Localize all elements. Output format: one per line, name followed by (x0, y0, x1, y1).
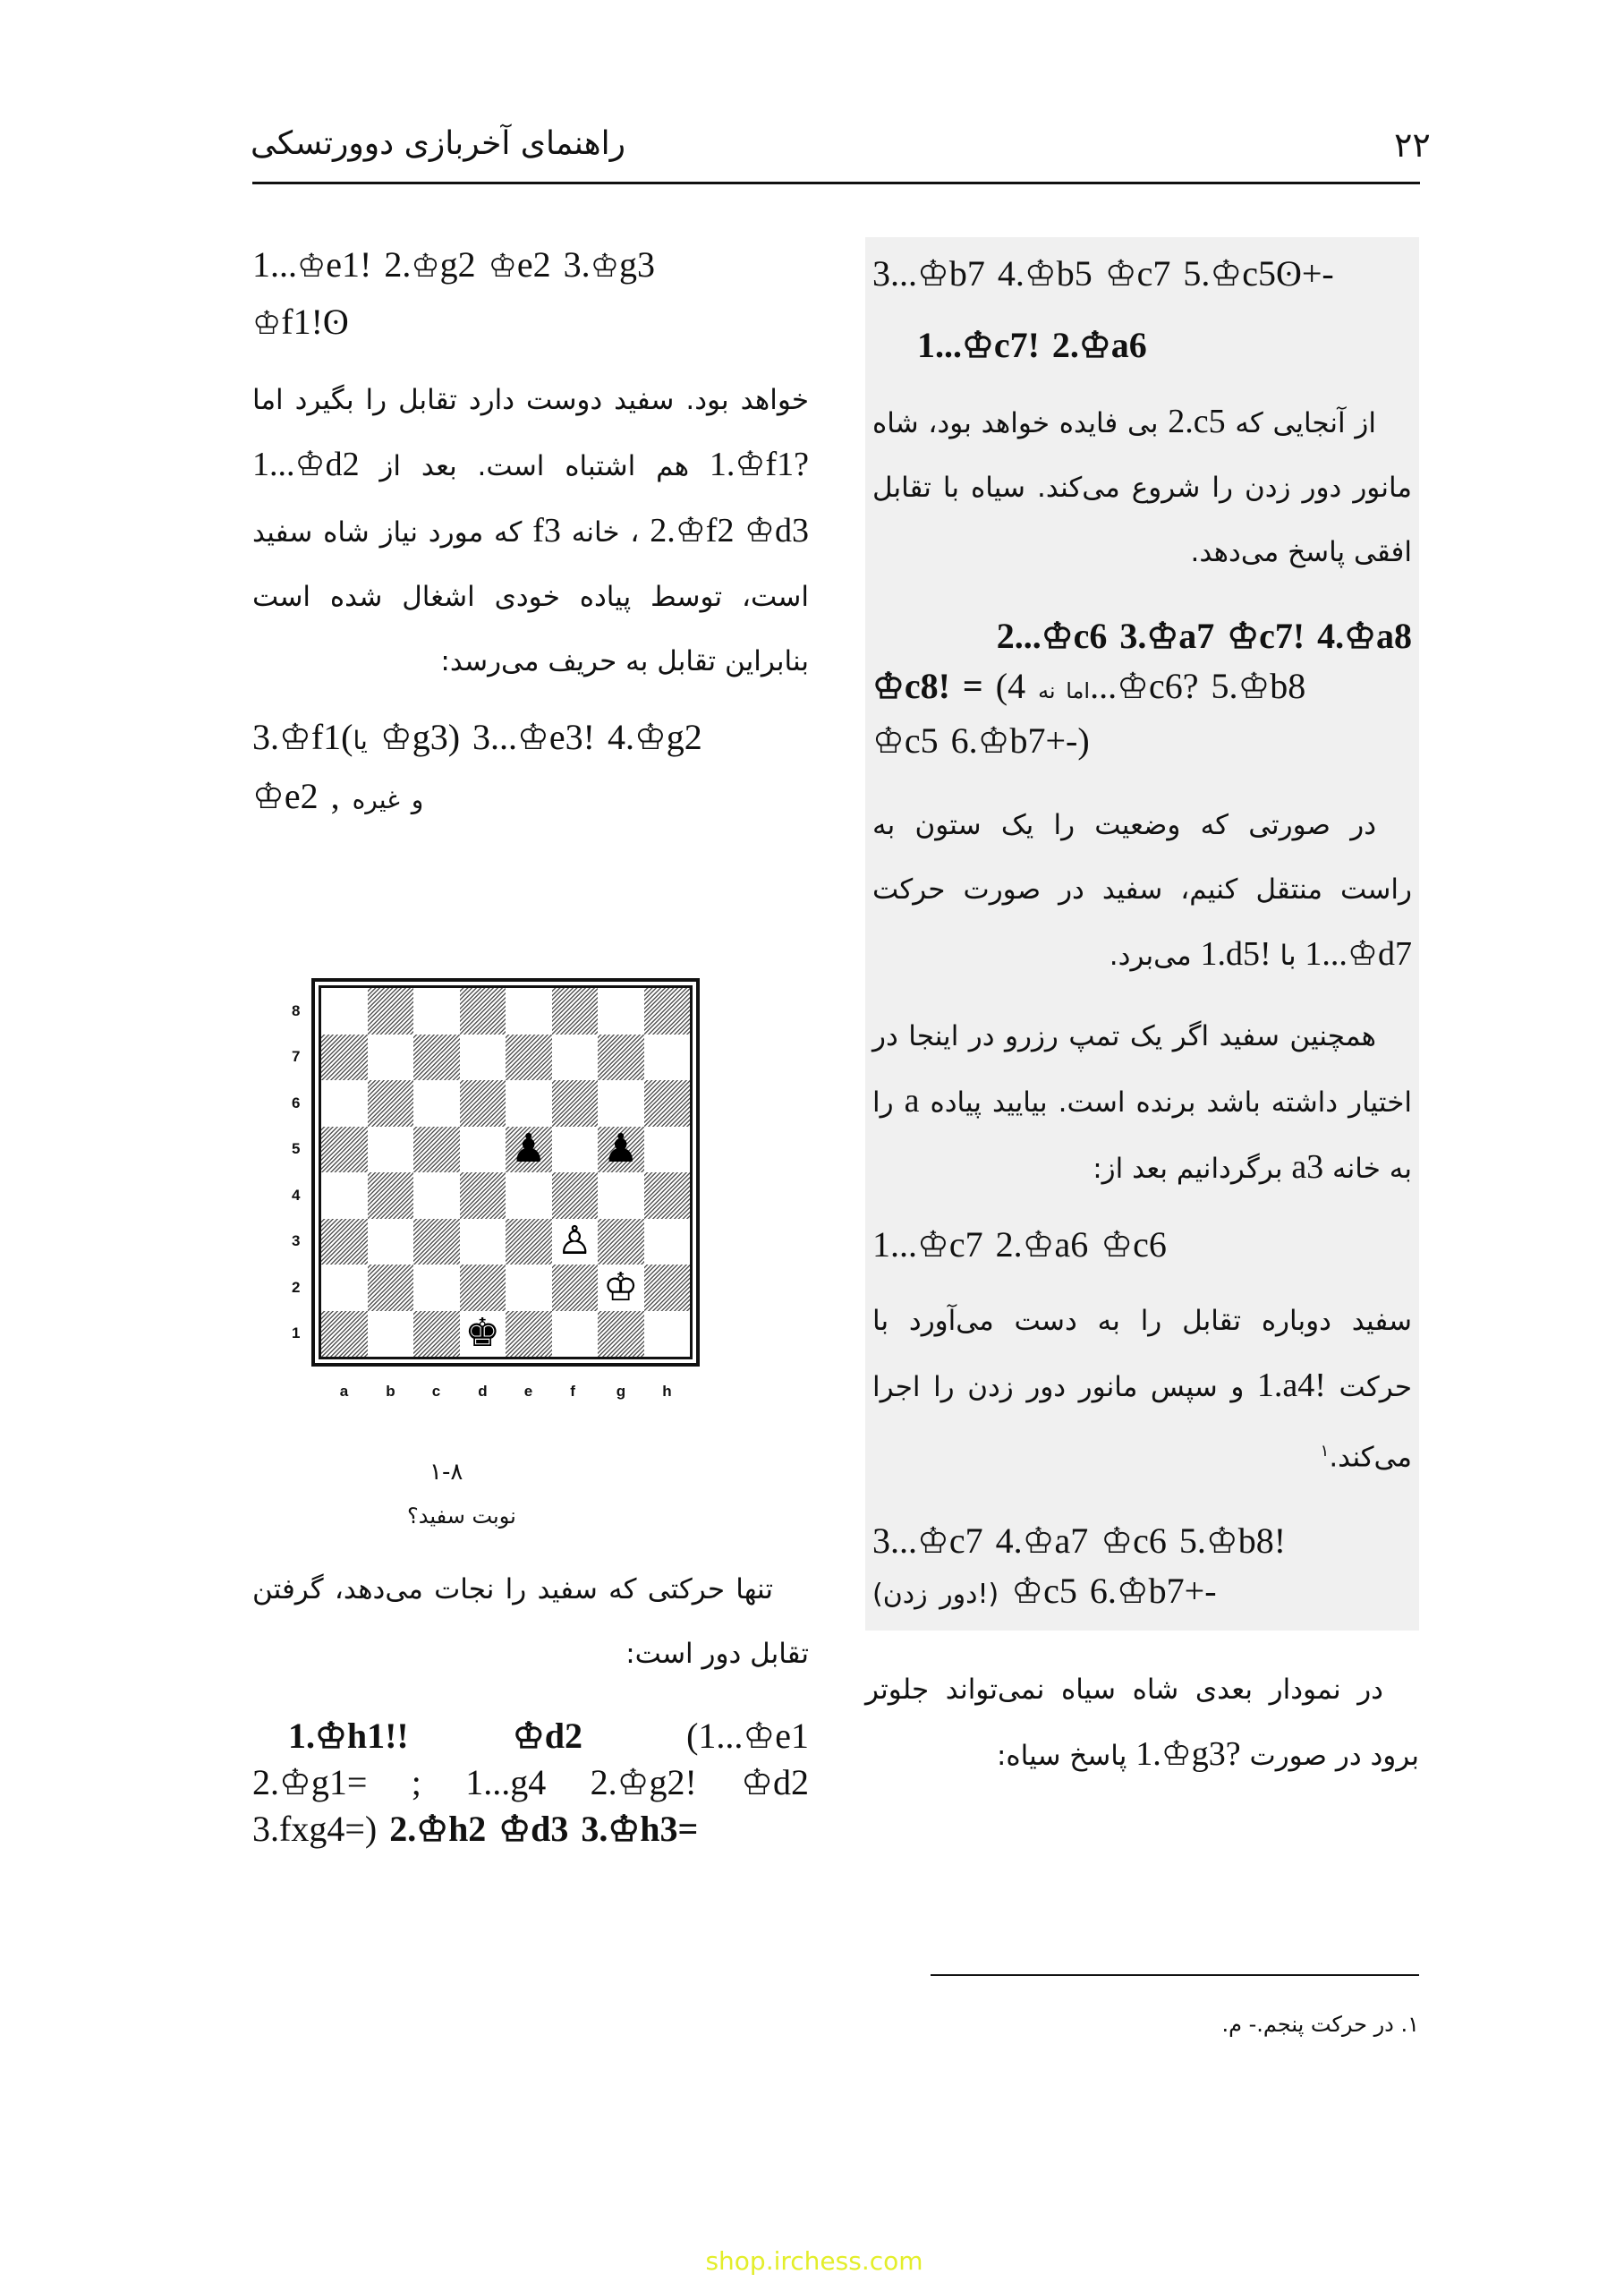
square-ref: f3 (532, 512, 561, 549)
square-h8 (644, 988, 691, 1035)
text: سفید دوباره تقابل را به دست می‌آورد با حرکت (872, 1305, 1412, 1403)
text: در صورتی که وضعیت را یک ستون به راست منتقل کنیم، سفید در صورت حرکت (872, 809, 1412, 906)
diagram-number: ۱-۸ (429, 1459, 463, 1486)
footnote: ۱. در حرکت پنجم.- م. (1221, 2012, 1419, 2037)
move-line (872, 1566, 1412, 1620)
move-line (252, 1759, 809, 1806)
header-divider (252, 182, 1420, 184)
text: در نمودار بعدی شاه سیاه نمی‌تواند جلوتر برود در صورت (865, 1674, 1419, 1773)
text: پاسخ سیاه: (996, 1740, 1136, 1773)
book-title: راهنمای آخربازی دوورتسکی (251, 125, 625, 162)
text: و سپس مانور دور زدن را اجرا می‌کند. (872, 1371, 1412, 1474)
move-line (252, 1806, 809, 1852)
file-ref: a (904, 1082, 920, 1120)
move-text: 1...♔d7 (1305, 935, 1412, 973)
footnote-divider (931, 1974, 1419, 1976)
square-f5 (552, 1127, 599, 1173)
square-e1 (506, 1311, 552, 1358)
square-d7 (460, 1035, 506, 1081)
square-e2 (506, 1265, 552, 1311)
black-pawn-icon: ♟ (603, 1126, 639, 1172)
text: که مورد نیاز شاه سفید است، توسط پیاده خودی اشغال شده است بنابراین تقابل به حریف می‌رسد: (252, 516, 809, 677)
move-text: 1...♔d2 2.♔f2 ♔d3 (252, 446, 809, 549)
move-line (252, 237, 809, 352)
text: را به خانه (872, 1086, 1412, 1185)
square-g7 (598, 1035, 644, 1081)
paragraph (872, 1004, 1412, 1201)
rank-label: 2 (292, 1278, 301, 1296)
paragraph (872, 389, 1412, 584)
rank-label: 4 (292, 1186, 301, 1204)
square-g2 (598, 1265, 644, 1311)
square-g3 (598, 1219, 644, 1265)
right-column (865, 237, 1419, 1788)
diagram-caption: نوبت سفید؟ (407, 1503, 516, 1529)
rank-label: 1 (292, 1324, 301, 1342)
square-b1 (368, 1311, 414, 1358)
paragraph: تنها حرکتی که سفید را نجات می‌دهد، گرفتن تقابل دور است: (252, 1573, 809, 1670)
square-b4 (368, 1172, 414, 1219)
move-text: 1.♔f1? (709, 446, 809, 483)
text: هم اشتباه است. بعد از (359, 450, 710, 482)
file-label: a (339, 1383, 349, 1400)
move-text: ♔d2 (512, 1716, 582, 1756)
footnote-marker[interactable]: ۱ (1320, 1442, 1330, 1461)
square-b6 (368, 1080, 414, 1127)
square-a3 (321, 1219, 368, 1265)
square-d4 (460, 1172, 506, 1219)
square-f7 (552, 1035, 599, 1081)
rank-label: 7 (292, 1048, 301, 1066)
square-b7 (368, 1035, 414, 1081)
move-text: ♔g3) 3...♔e3! 4.♔g2 (367, 717, 702, 757)
square-a8 (321, 988, 368, 1035)
move-text: g3 (618, 244, 655, 285)
square-d3 (460, 1219, 506, 1265)
square-e8 (506, 988, 552, 1035)
square-h4 (644, 1172, 691, 1219)
watermark-link[interactable]: shop.irchess.com (705, 2246, 923, 2276)
text: می‌برد. (1109, 940, 1201, 972)
move-line: 1...♔c7! 2.♔a6 (917, 325, 1147, 365)
square-h7 (644, 1035, 691, 1081)
text: با (1271, 940, 1305, 972)
square-d8 (460, 988, 506, 1035)
square-f8 (552, 988, 599, 1035)
move-line: 1...♔c7 2.♔a6 ♔c6 (872, 1224, 1167, 1265)
detour-label: (دور زدن!) (872, 1579, 999, 1611)
text: برگردانیم بعد از: (1093, 1153, 1292, 1185)
text: ، خانه (560, 516, 650, 549)
square-f6 (552, 1080, 599, 1127)
square-g5 (598, 1127, 644, 1173)
square-g1 (598, 1311, 644, 1358)
white-pawn-icon: ♙ (557, 1218, 592, 1265)
square-b5 (368, 1127, 414, 1173)
king-icon: ♔ (297, 248, 327, 285)
shaded-analysis-box (865, 237, 1419, 1631)
square-h3 (644, 1219, 691, 1265)
file-label: f (570, 1383, 575, 1400)
square-a1 (321, 1311, 368, 1358)
chess-diagram (274, 971, 721, 1401)
page-number: ۲۲ (1394, 125, 1431, 165)
text: خواهد بود. سفید دوست دارد تقابل را بگیرد اما (252, 384, 809, 416)
square-g8 (598, 988, 644, 1035)
file-label: g (616, 1383, 626, 1400)
move-text: 3.♔f1( (252, 717, 353, 757)
move-text: 4...♔c6? 5.♔b8 (1008, 666, 1306, 706)
but-not-label: اما نه (1038, 678, 1091, 703)
black-pawn-icon: ♟ (511, 1126, 547, 1172)
or-label: یا (353, 726, 368, 755)
left-column-lower (252, 1557, 809, 1852)
file-label: c (431, 1383, 441, 1400)
square-b8 (368, 988, 414, 1035)
square-g4 (598, 1172, 644, 1219)
paren: ( (995, 666, 1008, 706)
move-text: 2.♔g1= ; 1...g4 2.♔g2! ♔d2 (252, 1762, 809, 1802)
square-d1 (460, 1311, 506, 1358)
move-text: 1.a4! (1256, 1367, 1326, 1404)
king-icon: ♔ (590, 248, 619, 285)
move-text: 3.fxg4=) (252, 1809, 378, 1849)
text: بی فایده خواهد بود، شاه مانور دور زدن را شروع می‌کند. سیاه با تقابل افقی پاسخ می‌دهد. (872, 407, 1412, 568)
square-h5 (644, 1127, 691, 1173)
square-e4 (506, 1172, 552, 1219)
square-c2 (413, 1265, 460, 1311)
move-line: 2...♔c6 3.♔a7 ♔c7! 4.♔a8 (996, 616, 1412, 656)
square-c7 (413, 1035, 460, 1081)
move-line: ♔c5 6.♔b7+-) (872, 720, 1090, 761)
square-e6 (506, 1080, 552, 1127)
move-text: 2.c5 (1168, 403, 1226, 440)
file-label: b (386, 1383, 395, 1400)
rank-label: 3 (292, 1232, 301, 1250)
square-d6 (460, 1080, 506, 1127)
square-f1 (552, 1311, 599, 1358)
paragraph (865, 1657, 1419, 1788)
chess-board (319, 985, 693, 1359)
move-text: f1!ʘ (281, 302, 349, 342)
square-c1 (413, 1311, 460, 1358)
left-column (252, 237, 809, 828)
square-c6 (413, 1080, 460, 1127)
move-text: (1...♔e1 (686, 1716, 810, 1756)
square-c8 (413, 988, 460, 1035)
square-c5 (413, 1127, 460, 1173)
square-b2 (368, 1265, 414, 1311)
move-text: ♔c5 6.♔b7+- (999, 1571, 1217, 1612)
king-icon: ♔ (411, 248, 440, 285)
square-c3 (413, 1219, 460, 1265)
square-f3 (552, 1219, 599, 1265)
square-a7 (321, 1035, 368, 1081)
move-text: g2 (439, 244, 489, 285)
square-d5 (460, 1127, 506, 1173)
square-a5 (321, 1127, 368, 1173)
king-icon: ♔ (488, 248, 517, 285)
square-a6 (321, 1080, 368, 1127)
square-d2 (460, 1265, 506, 1311)
square-f2 (552, 1265, 599, 1311)
rank-label: 6 (292, 1094, 301, 1111)
paragraph (872, 793, 1412, 988)
white-king-icon: ♔ (603, 1264, 639, 1310)
rank-label: 8 (292, 1001, 301, 1019)
text: از آنجایی که (1225, 407, 1377, 439)
move-text: ♔e2 , (252, 776, 353, 816)
square-f4 (552, 1172, 599, 1219)
square-c4 (413, 1172, 460, 1219)
move-line (872, 661, 1412, 716)
move-text: e1! 2. (326, 244, 412, 285)
square-b3 (368, 1219, 414, 1265)
square-h1 (644, 1311, 691, 1358)
rank-label: 5 (292, 1140, 301, 1158)
square-a2 (321, 1265, 368, 1311)
square-h6 (644, 1080, 691, 1127)
move-text: 1.♔h1!! (288, 1716, 409, 1756)
king-icon: ♔ (252, 305, 282, 342)
move-line: 3...♔b7 4.♔b5 ♔c7 5.♔c5ʘ+- (872, 253, 1334, 294)
move-text: 2.♔h2 ♔d3 3.♔h3= (377, 1809, 699, 1849)
move-text: 1.d5! (1200, 935, 1271, 973)
file-label: e (523, 1383, 533, 1400)
file-label: h (662, 1383, 672, 1400)
move-text: 1.♔g3? (1135, 1735, 1241, 1774)
square-a4 (321, 1172, 368, 1219)
move-line (252, 710, 809, 828)
black-king-icon: ♚ (464, 1310, 500, 1357)
paragraph (872, 1289, 1412, 1489)
paragraph (252, 368, 809, 694)
square-ref: a3 (1291, 1148, 1324, 1186)
etc-label: و غیره (352, 785, 424, 814)
square-e3 (506, 1219, 552, 1265)
move-line (252, 1713, 809, 1759)
file-label: d (478, 1383, 488, 1400)
square-e5 (506, 1127, 552, 1173)
square-g6 (598, 1080, 644, 1127)
move-line: 3...♔c7 4.♔a7 ♔c6 5.♔b8! (872, 1520, 1287, 1562)
move-text: ♔c8! = (872, 666, 996, 706)
square-e7 (506, 1035, 552, 1081)
text: همچنین سفید اگر یک تمپ رزرو در اینجا در اختیار داشته باشد برنده است. بیایید پیاده (872, 1020, 1412, 1119)
move-text: 1... (252, 244, 297, 285)
move-text: e2 3. (516, 244, 591, 285)
square-h2 (644, 1265, 691, 1311)
